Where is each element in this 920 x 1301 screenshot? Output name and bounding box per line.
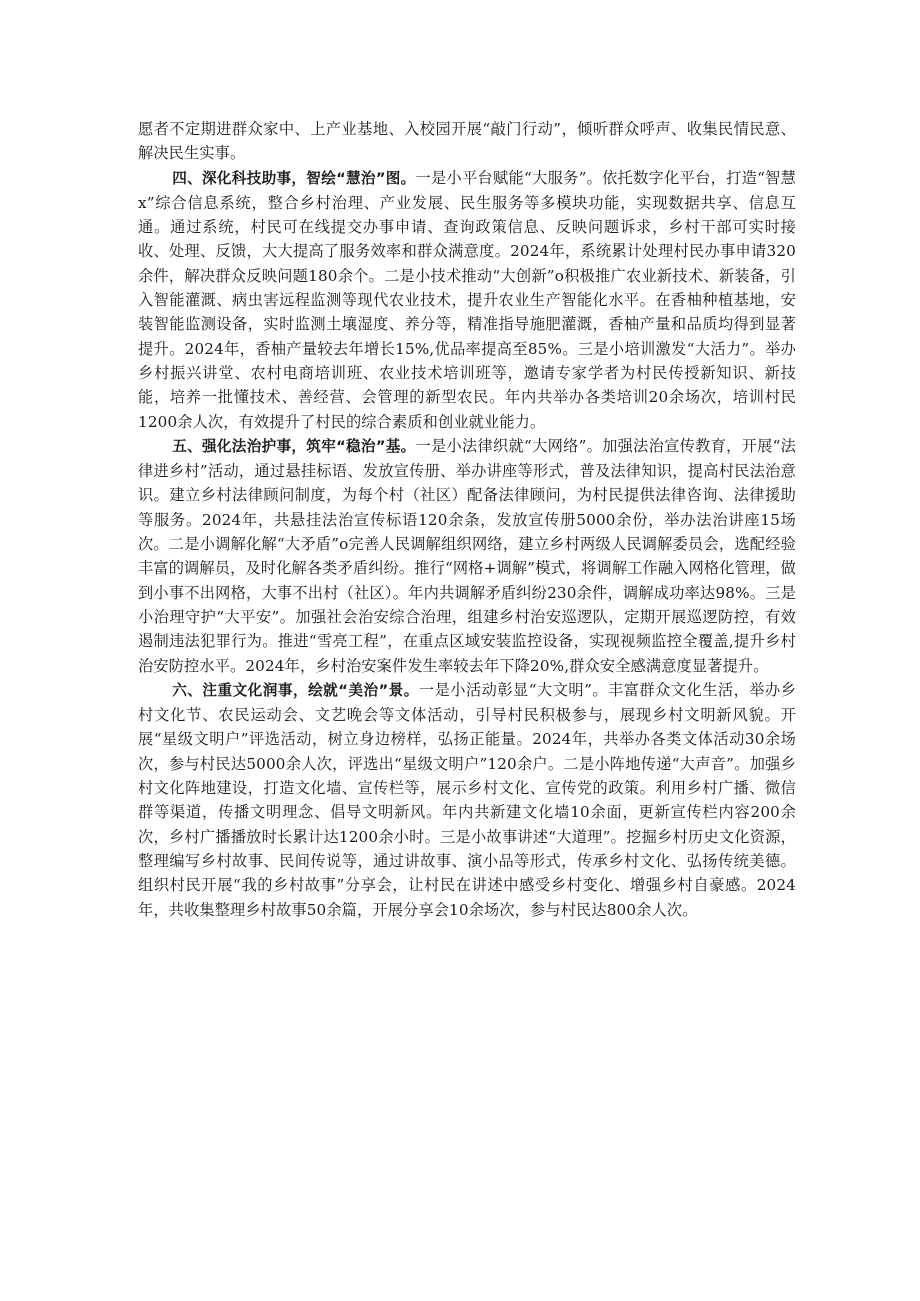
document-page (138, 117, 796, 922)
paragraph-section-4 (138, 166, 796, 434)
paragraph-text: 愿者不定期进群众家中、上产业基地、入校园开展“敲门行动”，倾听群众呼声、收集民情民意、解决民生实事。 (138, 120, 796, 163)
paragraph-section-6 (138, 678, 796, 922)
section-heading: 六、注重文化润事，绘就“美治”景。 (172, 681, 419, 699)
section-heading: 五、强化法治护事，筑牢“稳治”基。 (172, 437, 416, 455)
paragraph-section-5 (138, 434, 796, 678)
paragraph-text: 一是小活动彰显“大文明”。丰富群众文化生活，举办乡村文化节、农民运动会、文艺晚会等文体活动，引导村民积极参与，展现乡村文明新风貌。开展“星级文明户”评选活动，树立身边榜样，弘扬正能量。2024年，共举办各类文体活动30余场次，参与村民达5000余人次，评选出“星级文明户”120余户。二是小阵地传递“大声音”。加强乡村文化阵地建设，打造文化墙、宣传栏等，展示乡村文化、宣传党的政策。利用乡村广播、微信群等渠道，传播文明理念、倡导文明新风。年内共新建文化墙10余面，更新宣传栏内容200余次，乡村广播播放时长累计达1200余小时。三是小故事讲述“大道理”。挖掘乡村历史文化资源，整理编写乡村故事、民间传说等，通过讲故事、演小品等形式，传承乡村文化、弘扬传统美德。组织村民开展“我的乡村故事”分享会，让村民在讲述中感受乡村变化、增强乡村自豪感。2024年，共收集整理乡村故事50余篇，开展分享会10余场次，参与村民达800余人次。 (138, 680, 796, 919)
paragraph-text: 一是小平台赋能“大服务”。依托数字化平台，打造“智慧x”综合信息系统，整合乡村治理、产业发展、民生服务等多模块功能，实现数据共享、信息互通。通过系统，村民可在线提交办事申请、查询政策信息、反映问题诉求，乡村干部可实时接收、处理、反馈，大大提高了服务效率和群众满意度。2024年，系统累计处理村民办事申请320余件，解决群众反映问题180余个。二是小技术推动“大创新”o积极推广农业新技术、新装备，引入智能灌溉、病虫害远程监测等现代农业技术，提升农业生产智能化水平。在香柚种植基地，安装智能监测设备，实时监测土壤湿度、养分等，精准指导施肥灌溉，香柚产量和品质均得到显著提升。2024年，香柚产量较去年增长15%,优品率提高至85%。三是小培训激发“大活力”。举办乡村振兴讲堂、农村电商培训班、农业技术培训班等，邀请专家学者为村民传授新知识、新技能，培养一批懂技术、善经营、会管理的新型农民。年内共举办各类培训20余场次，培训村民1200余人次，有效提升了村民的综合素质和创业就业能力。 (138, 168, 796, 431)
paragraph-text: 一是小法律织就“大网络”。加强法治宣传教育，开展“法律进乡村”活动，通过悬挂标语、发放宣传册、举办讲座等形式，普及法律知识，提高村民法治意识。建立乡村法律顾问制度，为每个村（社区）配备法律顾问，为村民提供法律咨询、法律援助等服务。2024年，共悬挂法治宣传标语120余条，发放宣传册5000余份，举办法治讲座15场次。二是小调解化解“大矛盾”o完善人民调解组织网络，建立乡村两级人民调解委员会，选配经验丰富的调解员，及时化解各类矛盾纠纷。推行“网格+调解”模式，将调解工作融入网格化管理，做到小事不出网格，大事不出村（社区）。年内共调解矛盾纠纷230余件，调解成功率达98%。三是小治理守护“大平安”。加强社会治安综合治理，组建乡村治安巡逻队，定期开展巡逻防控，有效遏制违法犯罪行为。推进“雪亮工程”，在重点区域安装监控设备，实现视频监控全覆盖,提升乡村治安防控水平。2024年，乡村治安案件发生率较去年下降20%,群众安全感满意度显著提升。 (138, 436, 796, 675)
section-heading: 四、深化科技助事，智绘“慧治”图。 (172, 169, 416, 187)
paragraph-continuation (138, 117, 796, 166)
